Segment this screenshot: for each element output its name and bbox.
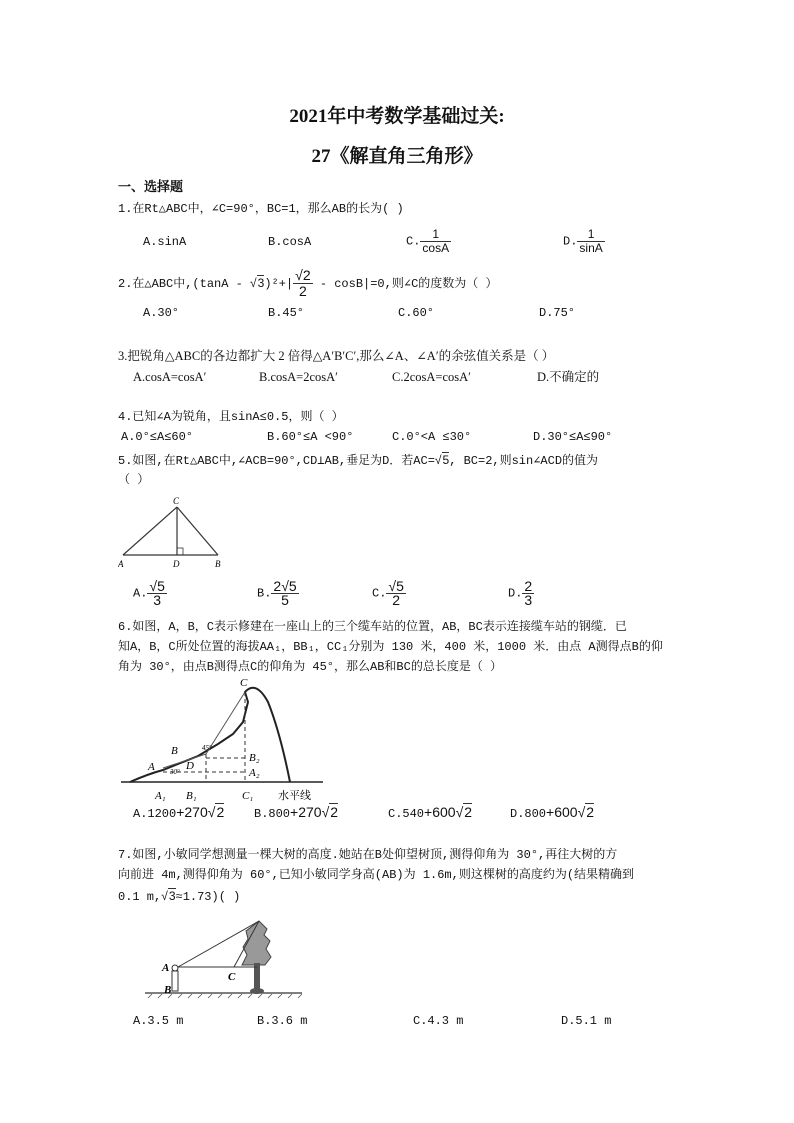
denominator: 3 xyxy=(524,592,533,608)
q5-stem-line2: （ ） xyxy=(118,473,150,487)
q2-option-d: D.75° xyxy=(539,306,576,320)
q1-c-label: C. xyxy=(406,234,421,249)
term: +270 xyxy=(176,804,208,820)
q1-d-label: D. xyxy=(563,234,578,249)
sqrt-3: √3 xyxy=(250,276,265,290)
q5-option-a xyxy=(133,580,167,607)
radicand: 2 xyxy=(302,267,311,284)
numerator: 1 xyxy=(577,228,604,242)
q3-option-b: B.cosA=2cosA′ xyxy=(259,370,338,384)
numerator: 2 xyxy=(524,578,533,594)
q7-line3-pre: 0.1 m, xyxy=(118,890,162,904)
q2-option-b: B.45° xyxy=(268,306,305,320)
fraction xyxy=(147,580,166,607)
q2-stem-pre: 2.在△ABC中,(tanA - xyxy=(118,277,251,291)
sqrt-2: √2 xyxy=(207,804,225,820)
radicand: 3 xyxy=(257,276,265,290)
q7-option-d: D.5.1 m xyxy=(561,1014,612,1028)
denominator: 2 xyxy=(298,283,307,300)
q5-option-c xyxy=(372,580,406,607)
radicand: 5 xyxy=(442,453,450,467)
q3-option-d: D.不确定的 xyxy=(537,370,600,384)
q5-option-b xyxy=(257,580,299,607)
label-c1: C₁ xyxy=(242,790,254,802)
q6-line-3: 角为 30°，由点B测得点C的仰角为 45°，那么AB和BC的总长度是（ ） xyxy=(118,660,503,674)
label-d: D xyxy=(173,559,180,569)
denominator: sinA xyxy=(579,241,603,255)
label: A. xyxy=(133,586,148,601)
q2-option-c: C.60° xyxy=(398,306,435,320)
q1-option-d xyxy=(563,228,605,255)
denominator: cosA xyxy=(422,241,450,255)
q2-stem-post: - cosB|=0,则∠C的度数为（ ） xyxy=(312,277,498,291)
term: +600 xyxy=(546,804,578,820)
label: C.540 xyxy=(388,807,425,821)
label-45: 45° xyxy=(202,744,212,752)
radicand: 2 xyxy=(216,804,225,820)
q2-fraction xyxy=(293,268,312,299)
label-a: A xyxy=(162,962,170,974)
label-b2: B₂ xyxy=(249,752,260,764)
denominator: 2 xyxy=(392,592,401,608)
q3-option-a: A.cosA=cosA′ xyxy=(133,370,207,384)
label-horizontal-line: 水平线 xyxy=(278,789,311,802)
fraction xyxy=(522,580,534,607)
q6-option-a xyxy=(133,804,224,822)
q7-option-c: C.4.3 m xyxy=(413,1014,464,1028)
q5-option-d xyxy=(508,580,534,607)
label-d: D xyxy=(186,760,194,772)
q6-line-2: 知A，B，C所处位置的海拔AA₁，BB₁，CC₁分别为 130 米，400 米，1000 米．由点 A测得点B的仰 xyxy=(118,640,663,654)
label-b: B xyxy=(164,984,172,996)
radicand: 2 xyxy=(586,804,595,820)
q6-option-b xyxy=(254,804,338,822)
label-b: B xyxy=(215,559,221,569)
term: +600 xyxy=(424,804,456,820)
denominator: 5 xyxy=(281,592,289,608)
q1-option-a: A.sinA xyxy=(143,235,187,249)
label: D.800 xyxy=(510,807,547,821)
sqrt-3: √3 xyxy=(161,889,176,903)
sqrt-2: √2 xyxy=(577,804,595,820)
q6-mountain-figure xyxy=(118,672,328,807)
q5-stem-post: , BC=2,则sin∠ACD的值为 xyxy=(449,454,599,468)
q3-option-c: C.2cosA=cosA′ xyxy=(392,370,471,384)
label-a2: A₂ xyxy=(249,767,260,779)
label: B. xyxy=(257,586,272,601)
q1-d-fraction xyxy=(577,228,604,255)
q4-option-b: B.60°≤A <90° xyxy=(267,430,354,444)
label: B.800 xyxy=(254,807,291,821)
q7-line-1: 7.如图,小敏同学想测量一棵大树的高度.她站在B处仰望树顶,测得仰角为 30°,再往大树的方 xyxy=(118,848,618,862)
numerator: 1 xyxy=(420,228,451,242)
q5-stem xyxy=(118,452,598,469)
radicand: 3 xyxy=(168,889,176,903)
q3-stem: 3.把锐角△ABC的各边都扩大 2 倍得△A′B′C′,那么∠A、∠A′的余弦值关系是（ ） xyxy=(118,349,555,363)
radicand: 5 xyxy=(157,578,165,594)
q4-option-d: D.30°≤A≤90° xyxy=(533,430,613,444)
section-heading: 一、选择题 xyxy=(118,180,184,195)
radicand: 5 xyxy=(288,578,297,594)
radicand: 5 xyxy=(396,578,404,594)
label-b1: B₁ xyxy=(186,790,197,802)
label: D. xyxy=(508,586,523,601)
label: A.1200 xyxy=(133,807,177,821)
coefficient: 2 xyxy=(273,578,282,594)
q1-stem: 1.在Rt△ABC中，∠C=90°，BC=1，那么AB的长为( ) xyxy=(118,202,404,216)
q4-option-c: C.0°<A ≤30° xyxy=(392,430,472,444)
sqrt-5: √5 xyxy=(434,453,450,467)
title-line-2: 27《解直角三角形》 xyxy=(311,146,483,167)
numerator: 2√5 xyxy=(273,578,297,594)
title-line-1: 2021年中考数学基础过关: xyxy=(289,106,505,127)
numerator: √5 xyxy=(149,578,165,594)
q2-stem xyxy=(118,268,497,299)
label-30: 30° xyxy=(170,768,180,776)
label-c: C xyxy=(173,496,180,506)
q4-option-a: A.0°≤A≤60° xyxy=(121,430,194,444)
q7-line-3 xyxy=(118,888,240,905)
fraction xyxy=(271,580,298,607)
q6-option-d xyxy=(510,804,594,822)
label-c: C xyxy=(240,677,248,689)
q5-stem-pre: 5.如图,在Rt△ABC中,∠ACB=90°,CD⊥AB,垂足为D．若AC= xyxy=(118,454,435,468)
q7-option-a: A.3.5 m xyxy=(133,1014,184,1028)
fraction xyxy=(386,580,405,607)
q6-option-c xyxy=(388,804,472,822)
radicand: 2 xyxy=(330,804,339,820)
q7-line-2: 向前进 4m,测得仰角为 60°,已知小敏同学身高(AB)为 1.6m,则这棵树的高度约为(结果精确到 xyxy=(118,868,635,882)
q2-option-a: A.30° xyxy=(143,306,180,320)
q4-stem: 4.已知∠A为锐角，且sinA≤0.5，则（ ） xyxy=(118,410,344,424)
q1-option-c xyxy=(406,228,451,255)
q5-triangle-figure xyxy=(118,493,228,573)
q6-line-1: 6.如图，A，B，C表示修建在一座山上的三个缆车站的位置，AB，BC表示连接缆车站的钢缆．已 xyxy=(118,620,627,634)
sqrt-2: √2 xyxy=(321,804,339,820)
label-b: B xyxy=(171,745,178,757)
q2-stem-mid: )²+| xyxy=(264,277,294,291)
sqrt-2: √2 xyxy=(455,804,473,820)
label-a: A xyxy=(118,559,124,569)
q1-option-b: B.cosA xyxy=(268,235,312,249)
q7-option-b: B.3.6 m xyxy=(257,1014,308,1028)
numerator: √5 xyxy=(388,578,404,594)
q7-tree-figure xyxy=(130,905,310,1005)
term: +270 xyxy=(290,804,322,820)
numerator: √2 xyxy=(295,267,311,284)
q7-line3-post: ≈1.73)( ) xyxy=(175,890,241,904)
label-c: C xyxy=(228,971,236,983)
denominator: 3 xyxy=(153,592,162,608)
radicand: 2 xyxy=(464,804,473,820)
q1-c-fraction xyxy=(420,228,451,255)
label: C. xyxy=(372,586,387,601)
label-a1: A₁ xyxy=(155,790,166,802)
label-a: A xyxy=(148,761,155,773)
